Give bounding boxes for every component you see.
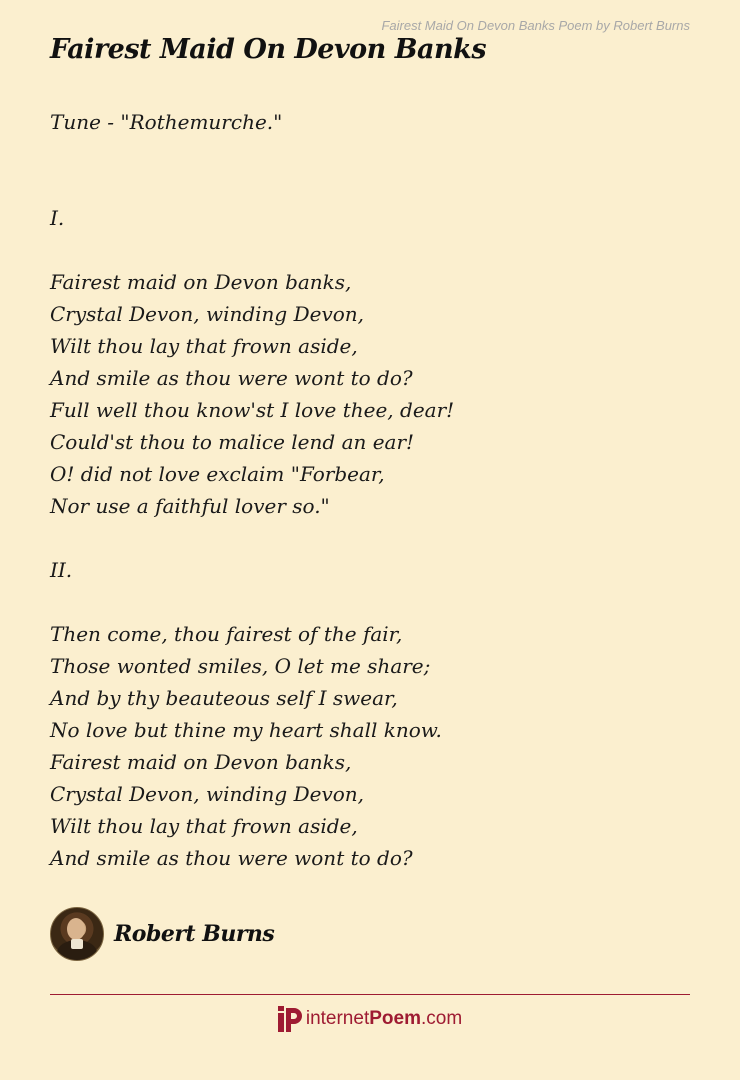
poem-line: Crystal Devon, winding Devon, [50,782,365,806]
footer-brand-bold: Poem [369,1008,421,1029]
poem-line: Then come, thou fairest of the fair, [50,622,403,646]
footer-divider [50,994,690,995]
poem-line: Wilt thou lay that frown aside, [50,814,358,838]
poem-line: Wilt thou lay that frown aside, [50,334,358,358]
poem-title: Fairest Maid On Devon Banks [50,34,487,65]
poem-line: Fairest maid on Devon banks, [50,270,352,294]
poem-line: Those wonted smiles, O let me share; [50,654,431,678]
poem-line: And by thy beauteous self I swear, [50,686,398,710]
author-row[interactable] [50,907,274,961]
poem-line: Full well thou know'st I love thee, dear! [50,398,455,422]
poem-body [50,106,690,874]
footer-brand [306,1008,462,1030]
internetpoem-logo-icon [278,1006,302,1032]
poem-line: No love but thine my heart shall know. [50,718,442,742]
poem-line: And smile as thou were wont to do? [50,846,413,870]
poem-line: Nor use a faithful lover so." [50,494,330,518]
poem-line: And smile as thou were wont to do? [50,366,413,390]
stanza-numeral: I. [50,206,65,230]
author-name[interactable]: Robert Burns [114,921,275,947]
poem-line: Crystal Devon, winding Devon, [50,302,365,326]
poem-line: O! did not love exclaim "Forbear, [50,462,385,486]
author-avatar[interactable] [50,907,104,961]
tune-line: Tune - "Rothemurche." [50,110,283,134]
footer-brand-prefix: internet [305,1008,370,1029]
poem-line: Could'st thou to malice lend an ear! [50,430,415,454]
footer-logo[interactable] [0,1006,740,1032]
footer-brand-suffix: .com [420,1008,463,1029]
stanza-numeral: II. [50,558,73,582]
poem-line: Fairest maid on Devon banks, [50,750,352,774]
header-caption: Fairest Maid On Devon Banks Poem by Robert Burns [381,18,690,33]
